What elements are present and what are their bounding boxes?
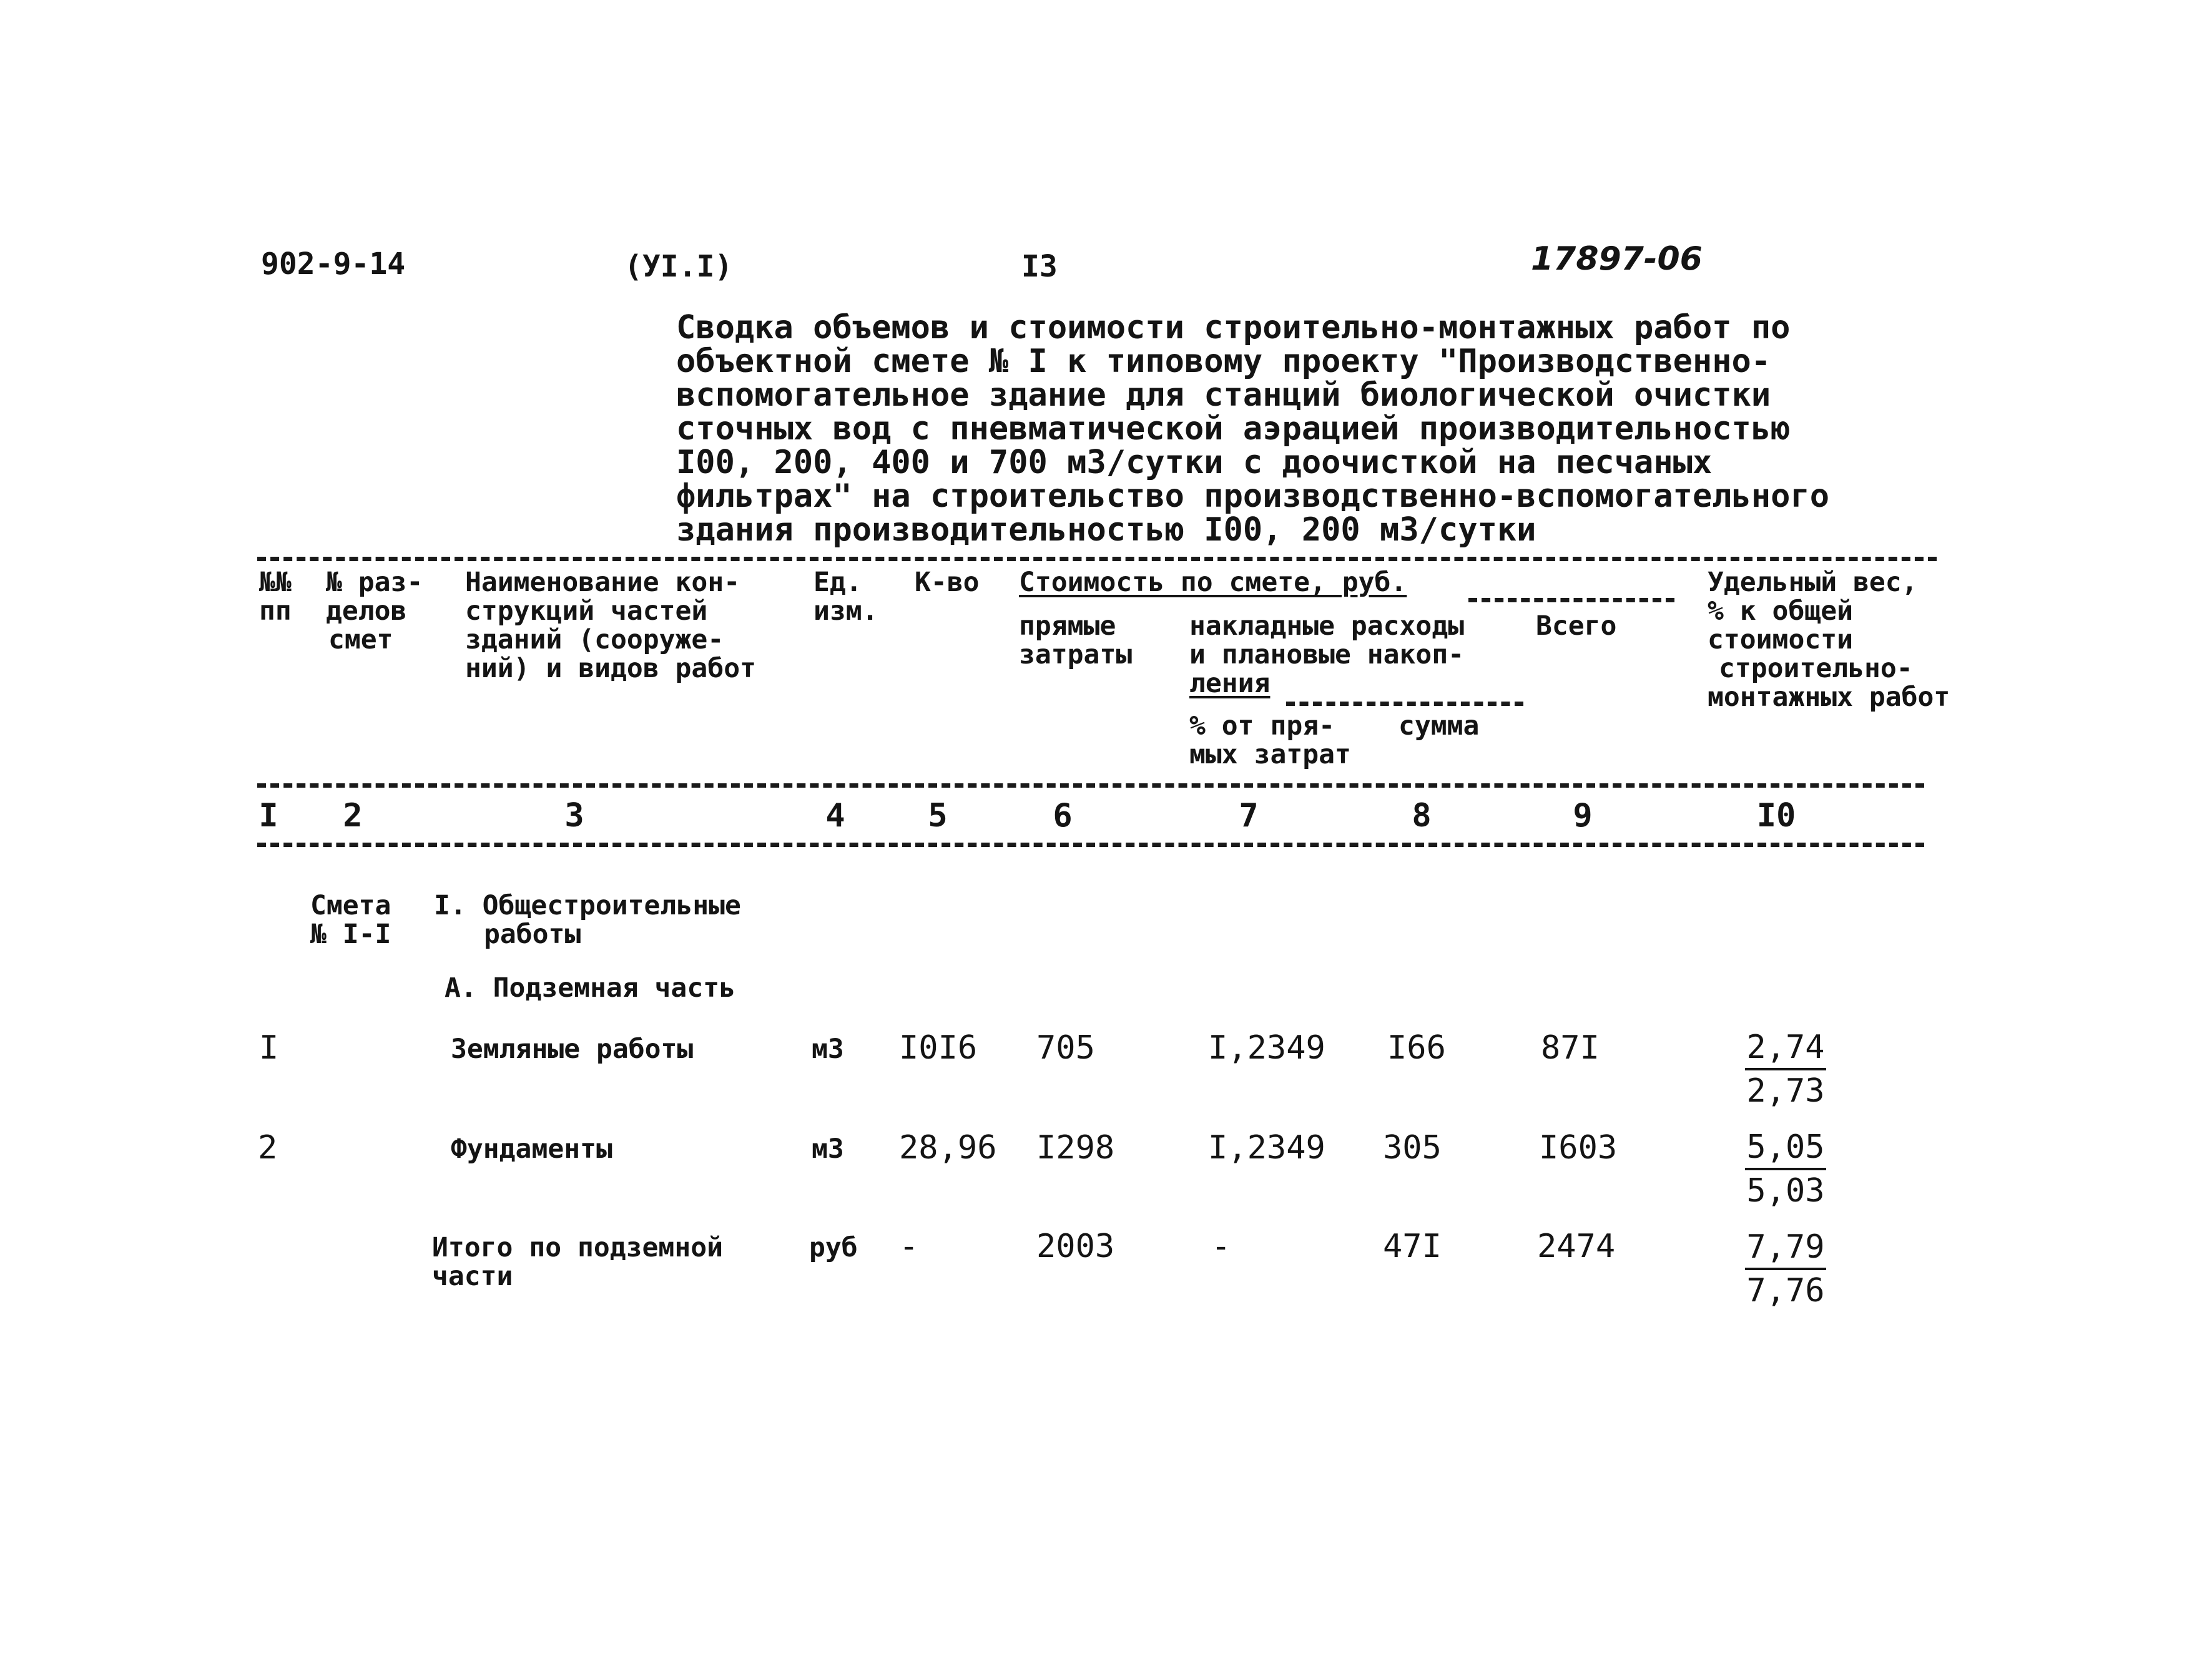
header-col-2: № раз- делов смет	[326, 567, 423, 655]
row-share	[1745, 1027, 1826, 1112]
title-line: Сводка объемов и стоимости строительно-монтажных работ по	[676, 309, 1791, 346]
share-alt: 2,73	[1746, 1072, 1825, 1110]
row-unit: м3	[812, 1133, 844, 1165]
header-col-9: Всего	[1536, 610, 1617, 642]
subsection-title: А. Подземная часть	[445, 972, 735, 1004]
row-total: 2474	[1537, 1228, 1616, 1265]
row-share	[1745, 1127, 1826, 1211]
column-number: 5	[928, 797, 948, 834]
column-number: 4	[825, 797, 845, 834]
column-number: I0	[1756, 797, 1796, 834]
share-current: 7,79	[1745, 1226, 1826, 1270]
title-line: сточных вод с пневматической аэрацией производительностью	[676, 410, 1791, 448]
header-col-5: К-во	[915, 567, 980, 598]
volume-number: (УI.I)	[624, 249, 733, 284]
share-alt: 5,03	[1746, 1172, 1825, 1210]
share-alt: 7,76	[1746, 1272, 1825, 1309]
header-col-1: №№ пп	[259, 567, 292, 627]
row-quantity: -	[899, 1228, 919, 1265]
row-overhead-percent: I,2349	[1208, 1029, 1325, 1067]
row-unit: руб	[809, 1232, 858, 1263]
header-col-6: прямые затраты	[1019, 610, 1133, 670]
title-line: фильтрах" на строительство производственно-вспомогательного	[676, 477, 1830, 515]
row-quantity: I0I6	[899, 1029, 978, 1067]
inventory-number: 17897-06	[1531, 240, 1703, 278]
row-overhead-percent: I,2349	[1208, 1129, 1325, 1167]
document-code: 902-9-14	[261, 247, 406, 281]
row-quantity: 28,96	[899, 1129, 997, 1167]
header-col-8: сумма	[1398, 710, 1480, 741]
row-name: Земляные работы	[451, 1034, 694, 1065]
row-overhead-sum: I66	[1387, 1029, 1446, 1067]
row-total: I603	[1539, 1129, 1618, 1167]
header-overhead-group: накладные расходы и плановые накоп- ления	[1189, 610, 1465, 699]
share-current: 2,74	[1745, 1027, 1826, 1070]
title-line: I00, 200, 400 и 700 м3/сутки с доочисткой на песчаных	[676, 444, 1713, 481]
column-number: 3	[564, 797, 584, 834]
row-share	[1745, 1226, 1826, 1311]
column-number: 7	[1239, 797, 1259, 834]
header-cost-group: Стоимость по смете, руб.	[1019, 567, 1407, 598]
header-col-10: Удельный вес, % к общей стоимости строительно- монтажных работ	[1708, 567, 1950, 713]
row-number: 2	[258, 1129, 278, 1167]
row-unit: м3	[812, 1034, 844, 1065]
row-total: 87I	[1541, 1029, 1600, 1067]
title-line: здания производительностью I00, 200 м3/сутки	[676, 511, 1536, 549]
title-line: вспомогательное здание для станций биологической очистки	[676, 376, 1771, 414]
row-name: Фундаменты	[451, 1133, 612, 1165]
table-top-rule	[257, 557, 1937, 561]
overhead-rule	[1286, 702, 1523, 706]
column-numbers-bottom-rule	[257, 843, 1924, 847]
row-overhead-sum: 47I	[1383, 1228, 1442, 1265]
cost-group-rule	[1468, 598, 1674, 602]
column-number: 8	[1412, 797, 1432, 834]
row-number: I	[259, 1029, 279, 1067]
column-number: I	[258, 797, 278, 834]
row-direct-costs: I298	[1036, 1129, 1115, 1167]
title-line: объектной смете № I к типовому проекту "Производственно-	[676, 343, 1771, 380]
column-numbers-top-rule	[257, 783, 1924, 788]
header-col-3: Наименование кон- струкций частей зданий (сооруже- ний) и видов работ	[465, 567, 756, 684]
row-name: Итого по подземной части	[432, 1232, 723, 1292]
row-overhead-percent: -	[1211, 1228, 1231, 1265]
section-title: I. Общестроительные работы	[434, 890, 741, 950]
row-direct-costs: 705	[1036, 1029, 1095, 1067]
header-col-4: Ед. изм.	[814, 567, 878, 627]
column-number: 6	[1053, 797, 1073, 834]
page-number: I3	[1021, 249, 1058, 284]
share-current: 5,05	[1745, 1127, 1826, 1170]
row-direct-costs: 2003	[1036, 1228, 1115, 1265]
document-title	[676, 311, 1829, 547]
column-number: 9	[1573, 797, 1593, 834]
row-overhead-sum: 305	[1383, 1129, 1442, 1167]
header-col-7: % от пря- мых затрат	[1189, 710, 1351, 770]
estimate-label: Смета № I-I	[310, 890, 391, 950]
column-number: 2	[343, 797, 363, 834]
